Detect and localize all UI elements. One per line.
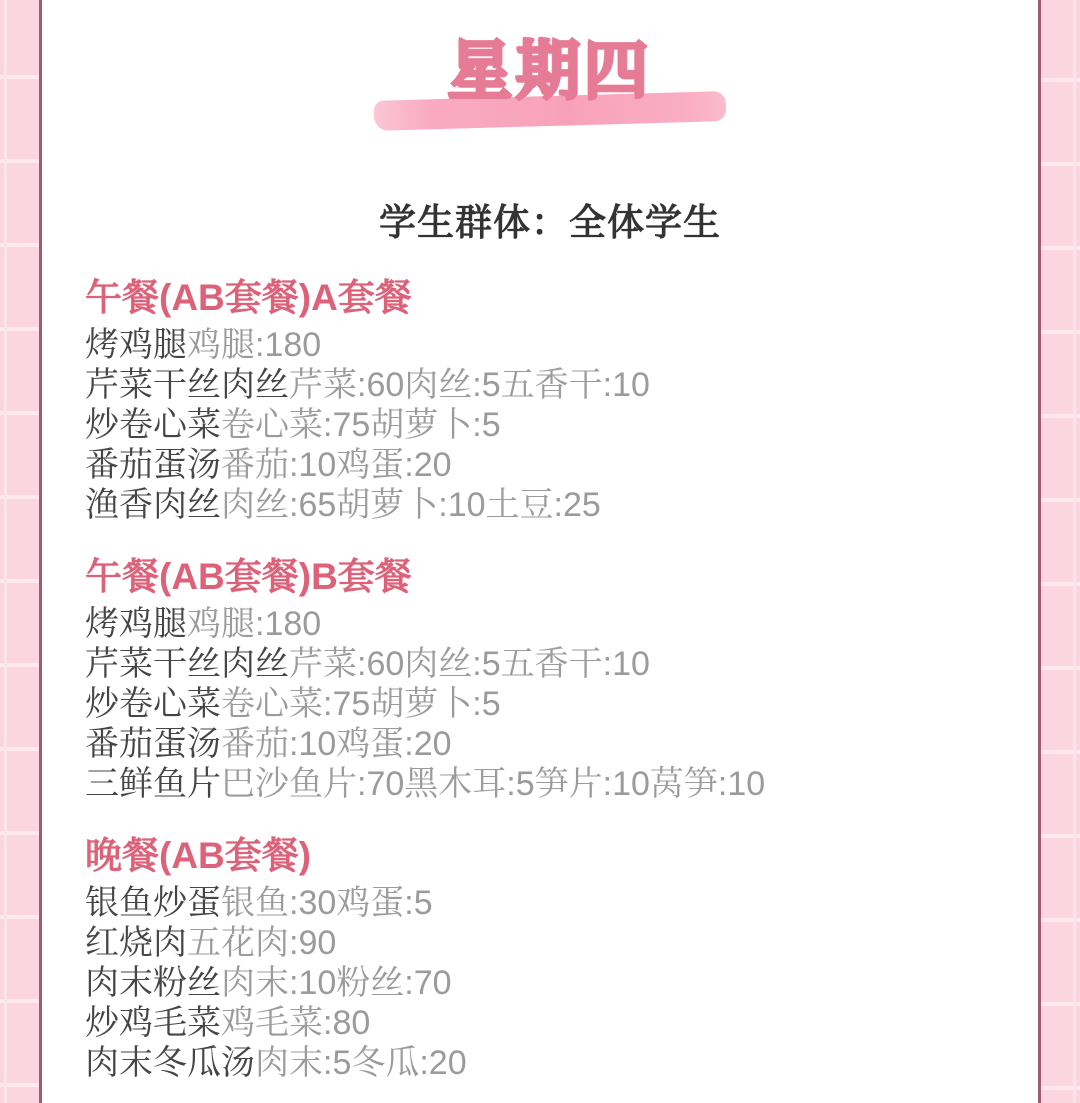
dish-name: 芹菜干丝肉丝 xyxy=(85,366,289,404)
dish-name: 红烧肉 xyxy=(85,924,187,962)
menu-item xyxy=(85,1043,1015,1083)
dish-name: 三鲜鱼片 xyxy=(85,765,221,803)
menu-item xyxy=(85,365,1015,405)
menu-item xyxy=(85,604,1015,644)
menu-content xyxy=(45,0,1035,1103)
title-block xyxy=(85,35,1015,134)
dish-ingredients: 巴沙鱼片:70黑木耳:5笋片:10莴笋:10 xyxy=(221,765,766,803)
menu-item xyxy=(85,644,1015,684)
dish-ingredients: 卷心菜:75胡萝卜:5 xyxy=(221,406,501,444)
dish-name: 番茄蛋汤 xyxy=(85,725,221,763)
dish-name: 番茄蛋汤 xyxy=(85,446,221,484)
dish-ingredients: 番茄:10鸡蛋:20 xyxy=(221,446,452,484)
dish-name: 银鱼炒蛋 xyxy=(85,884,221,922)
section-dinner xyxy=(85,836,1015,1083)
student-group-label: 学生群体：全体学生 xyxy=(379,202,721,243)
section-title: 午餐(AB套餐)A套餐 xyxy=(85,277,412,318)
left-tile-border-decoration xyxy=(0,0,42,1103)
dish-ingredients: 肉末:10粉丝:70 xyxy=(221,964,452,1002)
menu-item xyxy=(85,883,1015,923)
dish-ingredients: 肉丝:65胡萝卜:10土豆:25 xyxy=(221,486,601,524)
dish-name: 炒卷心菜 xyxy=(85,406,221,444)
dish-ingredients: 鸡腿:180 xyxy=(187,605,322,643)
menu-item xyxy=(85,724,1015,764)
right-tile-border-decoration xyxy=(1038,0,1080,1103)
dish-ingredients: 鸡毛菜:80 xyxy=(221,1004,371,1042)
menu-item xyxy=(85,405,1015,445)
menu-item xyxy=(85,923,1015,963)
dish-name: 芹菜干丝肉丝 xyxy=(85,645,289,683)
dish-ingredients: 肉末:5冬瓜:20 xyxy=(255,1044,467,1082)
dish-name: 渔香肉丝 xyxy=(85,486,221,524)
dish-name: 炒卷心菜 xyxy=(85,685,221,723)
dish-ingredients: 银鱼:30鸡蛋:5 xyxy=(221,884,433,922)
menu-item xyxy=(85,445,1015,485)
dish-name: 烤鸡腿 xyxy=(85,326,187,364)
section-title: 午餐(AB套餐)B套餐 xyxy=(85,556,412,597)
menu-item xyxy=(85,325,1015,365)
dish-name: 肉末粉丝 xyxy=(85,964,221,1002)
section-lunch-a xyxy=(85,278,1015,525)
dish-ingredients: 五花肉:90 xyxy=(187,924,337,962)
dish-ingredients: 芹菜:60肉丝:5五香干:10 xyxy=(289,366,650,404)
menu-item xyxy=(85,1003,1015,1043)
page-title: 星期四 xyxy=(448,35,652,107)
menu-item xyxy=(85,764,1015,804)
menu-item xyxy=(85,963,1015,1003)
dish-name: 肉末冬瓜汤 xyxy=(85,1044,255,1082)
menu-item xyxy=(85,684,1015,724)
dish-ingredients: 鸡腿:180 xyxy=(187,326,322,364)
section-title: 晚餐(AB套餐) xyxy=(85,835,312,876)
dish-name: 炒鸡毛菜 xyxy=(85,1004,221,1042)
dish-ingredients: 卷心菜:75胡萝卜:5 xyxy=(221,685,501,723)
dish-ingredients: 芹菜:60肉丝:5五香干:10 xyxy=(289,645,650,683)
dish-ingredients: 番茄:10鸡蛋:20 xyxy=(221,725,452,763)
dish-name: 烤鸡腿 xyxy=(85,605,187,643)
section-lunch-b xyxy=(85,557,1015,804)
menu-item xyxy=(85,485,1015,525)
